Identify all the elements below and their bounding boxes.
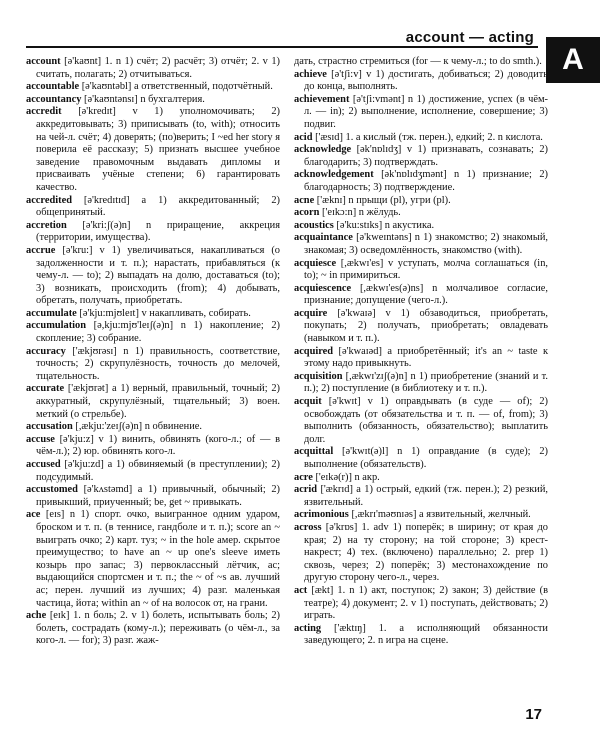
dictionary-entry: [26, 421, 280, 434]
page-number: 17: [525, 706, 542, 723]
entry-definition: ['æknɪ] n прыщи (pl), угри (pl).: [314, 194, 451, 206]
dictionary-entry: [26, 308, 280, 321]
entry-definition: [,ækrɪ'məʊnɪəs] a язвительный, желчный.: [348, 509, 531, 521]
dictionary-entry: [294, 283, 548, 308]
entry-headword: achievement: [294, 93, 350, 105]
entry-headword: acknowledgement: [294, 169, 374, 181]
entry-definition: ['ækjʊrət] a 1) верный, правильный, точный; 2) аккуратный, скрупулёзный, тщательный; 3) воен. меткий (о стрельбе).: [36, 383, 280, 420]
entry-definition: [ə,kju:mjʊ'leɪʃ(ə)n] n 1) накопление; 2) скопление; 3) собрание.: [36, 320, 280, 345]
entry-definition: [ə'kʌstəmd] a 1) привычный, обычный; 2) привыкший, приученный; be, get ~ привыкать.: [36, 484, 280, 508]
dictionary-entry: [294, 94, 548, 132]
entry-headword: acquiescence: [294, 282, 352, 294]
entry-headword: acquaintance: [294, 232, 353, 244]
entry-headword: acorn: [294, 207, 320, 219]
dictionary-entry: [294, 484, 548, 509]
dictionary-entry: [294, 522, 548, 585]
entry-definition: [ə'kredɪtɪd] a 1) аккредитованный; 2) общепринятый.: [36, 194, 280, 219]
entry-definition: [ə'kju:zd] a 1) обвиняемый (в преступлении); 2) подсудимый.: [36, 459, 280, 483]
dictionary-entry: [26, 320, 280, 345]
dictionary-entry: [294, 144, 548, 169]
letter-tab: A: [546, 37, 600, 83]
entry-headword: accredit: [26, 106, 62, 118]
entry-headword: accredited: [26, 194, 72, 206]
entry-definition: [ək'nɒlɪdʒmənt] n 1) признание; 2) благодарность; 3) подтверждение.: [304, 169, 548, 193]
entry-definition: ['ækjʊrəsɪ] n 1) правильность, соответствие, точность; 2) скрупулёзность, точность до мелочей, тщательность.: [36, 345, 280, 382]
entry-headword: accrue: [26, 244, 56, 256]
entry-definition: [,ækwɪ'zɪʃ(ə)n] n 1) приобретение (знаний и т. п.); 2) поступление (в библиотеку и т. п.).: [304, 370, 548, 395]
entry-headword: acquired: [294, 345, 334, 357]
dictionary-entry: [294, 585, 548, 623]
dictionary-entry: [294, 509, 548, 522]
entry-headword: accountancy: [26, 93, 82, 105]
entry-headword: accountable: [26, 81, 80, 93]
dictionary-entry: [26, 94, 280, 107]
dictionary-entry: [294, 220, 548, 233]
entry-definition: [ə'kwaɪə] v 1) обзаводиться, приобретать, покупать; 2) получать, приобретать; овладевать (навыком и т. п.).: [304, 307, 548, 345]
entry-definition: [ə'kwɪt(ə)l] n 1) оправдание (в суде); 2) выполнение (обязательств).: [304, 446, 548, 470]
entry-definition: [ək'nɒlɪdʒ] v 1) признавать, сознавать; 2) благодарить; 3) подтверждать.: [304, 144, 548, 168]
entry-headword: acquiesce: [294, 257, 337, 269]
dictionary-entry: [26, 81, 280, 94]
dictionary-entry: [294, 69, 548, 94]
left-column: [26, 56, 280, 648]
dictionary-entry: [294, 623, 548, 648]
entry-headword: accurate: [26, 383, 65, 395]
entry-headword: accusation: [26, 421, 73, 433]
entry-definition: [,ækwɪ'es(ə)ns] n молчаливое согласие, признание; допущение (чего-л.).: [304, 282, 548, 307]
dictionary-entry: [26, 610, 280, 648]
dictionary-entry: [26, 220, 280, 245]
running-header: [26, 30, 538, 48]
entry-definition: дать, страстно стремиться (for — к чему-л.; to do smth.).: [294, 56, 542, 67]
dictionary-entry: [26, 509, 280, 610]
entry-headword: acquisition: [294, 370, 343, 382]
dictionary-entry: [26, 383, 280, 421]
dictionary-entry: [294, 132, 548, 145]
entry-headword: accuse: [26, 433, 55, 445]
entry-definition: [ə'kaʊntənsɪ] n бухгалтерия.: [81, 93, 205, 105]
dictionary-entry: [26, 484, 280, 509]
entry-definition: ['æktɪŋ] 1. a исполняющий обязанности заведующего; 2. n игра на сцене.: [304, 622, 548, 647]
dictionary-entry: [294, 258, 548, 283]
entry-definition: [,ækju:'zeɪʃ(ə)n] n обвинение.: [72, 421, 202, 433]
entry-definition: [eɪs] n 1) спорт. очко, выигранное одним ударом, броском и т. п. (в теннисе, гандболе и т. п.); score an ~ выиграть очко; 2) карт. туз; ~ in the hole амер. скрытое преимущество; to have an ~ up one's sleeve иметь козырь про запас; 3) первоклассный лётчик, ас; выдающийся спортсмен и т. п.; the ~ of ~s ав. лучший ас; перен. лучший из лучших; 4) разг. маленькая частица, йота; within an ~ of на волосок от, на грани.: [36, 509, 280, 609]
entry-definition: [ə'kri:ʃ(ə)n] n приращение, аккреция (территории, имущества).: [36, 219, 280, 244]
entry-definition: ['ækrɪd] a 1) острый, едкий (тж. перен.); 2) резкий, язвительный.: [304, 484, 548, 508]
entry-headword: accretion: [26, 219, 67, 231]
entry-definition: [ə'kwaɪəd] a приобретённый; it's an ~ taste к этому надо привыкнуть.: [304, 345, 548, 370]
entry-definition: ['eɪkɔ:n] n жёлудь.: [319, 207, 401, 219]
dictionary-entry: [294, 56, 548, 69]
entry-headword: acquit: [294, 396, 322, 408]
entry-definition: [ə'kru:] v 1) увеличиваться, накапливаться (о задолженности и т. п.); нарастать, прибавляться (к чему-л. — to); 2) выпадать на долю, доставаться (to); 3) возникать, происходить (from); 4) добывать, обретать, получать, приобретать.: [36, 244, 280, 307]
entry-headword: accustomed: [26, 484, 78, 496]
dictionary-entry: [26, 56, 280, 81]
entry-definition: [ə'tʃi:vmənt] n 1) достижение, успех (в чём-л. — in); 2) выполнение, исполнение, совершение; 3) подвиг.: [304, 93, 548, 130]
entry-headword: accused: [26, 459, 61, 470]
dictionary-entry: [26, 459, 280, 484]
dictionary-entry: [26, 106, 280, 194]
entry-headword: acne: [294, 194, 315, 206]
entry-headword: account: [26, 56, 61, 67]
entry-headword: acoustics: [294, 219, 334, 231]
entry-headword: accuracy: [26, 345, 66, 357]
entry-definition: [ə'kju:mjʊleɪt] v накапливать, собирать.: [76, 307, 251, 319]
dictionary-entry: [26, 245, 280, 308]
entry-headword: acrimonious: [294, 509, 349, 521]
entry-definition: [ə'tʃi:v] v 1) достигать, добиваться; 2) доводить до конца, выполнять.: [304, 68, 548, 93]
dictionary-entry: [294, 232, 548, 257]
entry-definition: ['eɪkə(r)] n акр.: [312, 471, 380, 483]
entry-headword: across: [294, 521, 322, 533]
entry-definition: [ə'kaʊnt] 1. n 1) счёт; 2) расчёт; 3) отчёт; 2. v 1) считать, полагать; 2) отчитываться.: [36, 56, 280, 80]
entry-definition: [ə'kju:z] v 1) винить, обвинять (кого-л.; of — в чём-л.); 2) юр. обвинять кого-л.: [36, 433, 280, 458]
entry-headword: acknowledge: [294, 144, 352, 156]
entry-headword: act: [294, 584, 308, 596]
entry-definition: [eɪk] 1. n боль; 2. v 1) болеть, испытывать боль; 2) болеть, сострадать (кому-л.); переживать (о чём-л., за кого-л. — for); 3) разг. жаж-: [36, 610, 280, 647]
dictionary-entry: [294, 371, 548, 396]
entry-definition: [,ækwɪ'es] v уступать, молча соглашаться (in, to); ~ in примириться.: [304, 257, 548, 282]
dictionary-entry: [294, 207, 548, 220]
entry-headword: acrid: [294, 484, 318, 496]
entry-definition: [ə'kaʊntəbl] a ответственный, подотчётный.: [79, 81, 273, 93]
entry-definition: [ə'krɒs] 1. adv 1) поперёк; в ширину; от края до края; 2) на ту сторону; на той стороне; 3) крест-накрест; 4) тех. (включено) параллельно; 2. prep 1) сквозь, через; 2) поперёк; 3) местонахождение по другую сторону чего-л., через.: [304, 521, 548, 584]
entry-headword: acquittal: [294, 446, 334, 458]
dictionary-entry: [294, 346, 548, 371]
dictionary-entry: [294, 195, 548, 208]
dictionary-entry: [26, 346, 280, 384]
dictionary-entry: [26, 195, 280, 220]
entry-definition: [ækt] 1. n 1) акт, поступок; 2) закон; 3) действие (в театре); 4) документ; 2. v 1) поступать, действовать; 2) играть.: [304, 584, 548, 622]
entry-headword: acting: [294, 622, 322, 634]
entry-headword: accumulate: [26, 307, 77, 319]
entry-headword: acquire: [294, 307, 328, 319]
entry-definition: [ə'ku:stɪks] n акустика.: [333, 219, 435, 231]
entry-headword: ace: [26, 509, 41, 521]
entry-headword: acid: [294, 131, 313, 143]
entry-definition: [ə'kredɪt] v 1) уполномочивать; 2) аккредитовывать; 3) приписывать (to, with); относить на чей-л. счёт; 4) доверять; (по)верить; I ~ed her story я поверила её рассказу; 5) признать высшее учебное заведение правомочным выдавать дипломы и присваивать учёные степени; 6) гарантировать качество.: [36, 106, 280, 193]
running-header-title: account — acting: [405, 29, 534, 46]
entry-definition: [ə'kweɪntəns] n 1) знакомство; 2) знакомый, знакомая; 3) осведомлённость, знакомство (with).: [304, 232, 548, 256]
entry-headword: achieve: [294, 68, 327, 80]
entry-definition: ['æsɪd] 1. a кислый (тж. перен.), едкий; 2. n кислота.: [312, 131, 543, 143]
dictionary-entry: [294, 396, 548, 446]
dictionary-entry: [26, 434, 280, 459]
dictionary-entry: [294, 308, 548, 346]
dictionary-entry: [294, 169, 548, 194]
right-column: [294, 56, 548, 648]
entry-definition: [ə'kwɪt] v 1) оправдывать (в суде — of); 2) освобождать (от обязательства и т. п. — of, from); 3) выполнить (обязанность, обязательство); выплатить долг.: [304, 396, 548, 445]
entry-headword: accumulation: [26, 320, 87, 332]
entry-headword: acre: [294, 471, 313, 483]
entry-headword: ache: [26, 610, 47, 622]
dictionary-entry: [294, 472, 548, 485]
dictionary-entry: [294, 446, 548, 471]
